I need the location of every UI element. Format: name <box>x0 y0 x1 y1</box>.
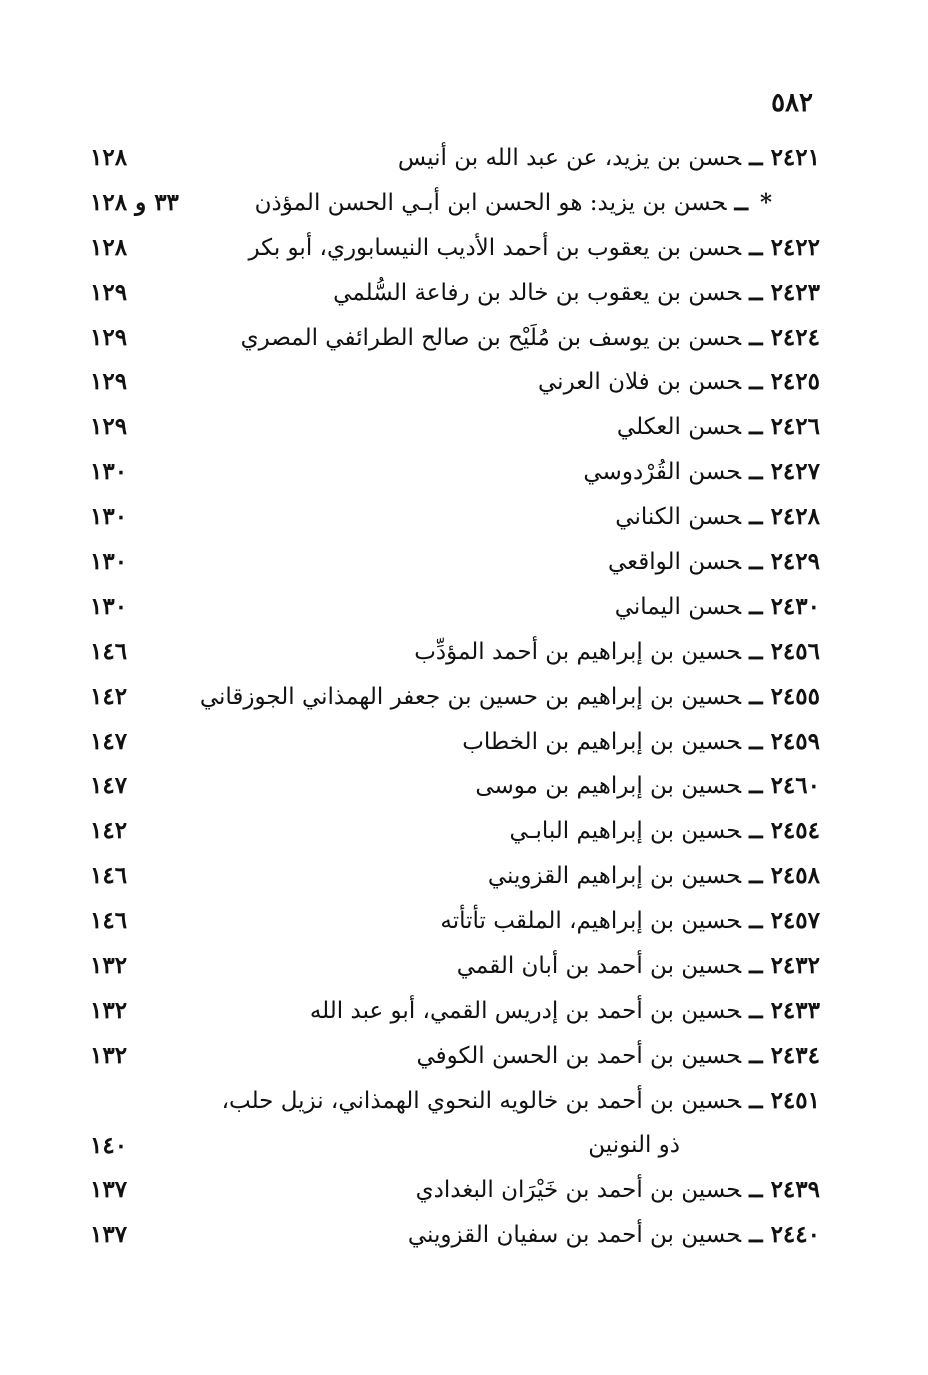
entry-dash: ــ <box>749 1176 763 1204</box>
entry-name: حسين بن إبراهيم بن أحمد المؤدِّب <box>414 638 742 665</box>
entry-text-line <box>615 593 820 620</box>
entry-dash: ــ <box>749 682 763 710</box>
entry-page-ref: ١٣٢ <box>90 952 128 980</box>
entry-number: ٢٤٢٢ <box>770 233 820 261</box>
entry-dash: ــ <box>749 952 763 980</box>
entry-name: حسين بن أحمد بن إدريس القمي، أبو عبد الله <box>309 997 742 1024</box>
entry-page-ref: ١٤٠ <box>90 1131 128 1159</box>
entry-text-line <box>462 728 820 755</box>
entry-name: حسين بن إبراهيم بن حسين بن جعفر الهمذاني الجوزقاني <box>199 683 742 710</box>
entry-dash: ــ <box>749 1221 763 1249</box>
entry-text-line <box>583 458 820 485</box>
index-entry <box>80 544 820 589</box>
entry-page-ref: ١٣٠ <box>90 592 128 620</box>
entry-number: ٢٤٥٩ <box>770 727 820 755</box>
entry-text-line <box>588 1132 820 1158</box>
entry-page-ref: ٣٣ و ١٢٨ <box>90 188 179 216</box>
entry-text-line <box>241 324 820 351</box>
entry-text-line <box>333 279 820 306</box>
entry-number: ٢٤٦٠ <box>770 772 820 800</box>
index-entry <box>80 275 820 320</box>
index-entry <box>80 589 820 634</box>
entry-number: ٢٤٢٧ <box>770 458 820 486</box>
index-entry <box>80 679 820 724</box>
index-entry <box>80 140 820 185</box>
entry-page-ref: ١٤٦ <box>90 862 128 890</box>
entry-page-ref: ١٣٢ <box>90 1041 128 1069</box>
entry-page-ref: ١٣٢ <box>90 996 128 1024</box>
entry-number: ٢٤٥٥ <box>770 682 820 710</box>
index-entry <box>80 499 820 544</box>
entry-name: حسين بن أحمد بن الحسن الكوفي <box>416 1042 742 1069</box>
entry-dash: ــ <box>749 1086 763 1114</box>
entry-number: ٢٤٥٨ <box>770 862 820 890</box>
entry-dash: ــ <box>749 996 763 1024</box>
entry-text-line <box>414 638 820 665</box>
entry-text-line <box>615 503 820 530</box>
entry-page-ref: ١٢٩ <box>90 323 128 351</box>
entry-number: ٢٤٣٠ <box>770 592 820 620</box>
entry-number: ٢٤٥٧ <box>770 907 820 935</box>
index-entry <box>80 364 820 409</box>
entry-text-line <box>510 817 820 844</box>
entry-number: ٢٤٢٨ <box>770 503 820 531</box>
entry-name: حسن العكلي <box>616 414 742 441</box>
entry-text-line <box>398 144 820 171</box>
entry-number: ٢٤٣٢ <box>770 952 820 980</box>
index-entry <box>80 1038 820 1083</box>
index-list <box>80 140 820 1262</box>
entry-text-line <box>488 862 820 889</box>
entry-dash: ــ <box>749 907 763 935</box>
entry-text-line <box>457 952 820 979</box>
index-entry <box>80 903 820 948</box>
entry-dash: ــ <box>749 817 763 845</box>
entry-name: حسن بن فلان العرني <box>538 369 742 396</box>
entry-number: ٢٤٢٩ <box>770 548 820 576</box>
entry-page-ref: ١٣٠ <box>90 503 128 531</box>
entry-name: حسن بن يوسف بن مُلَيْح بن صالح الطرائفي المصري <box>240 324 742 351</box>
index-entry <box>80 993 820 1038</box>
index-entry <box>80 409 820 454</box>
entry-text-line <box>417 1042 821 1069</box>
entry-dash: ــ <box>749 503 763 531</box>
entry-page-ref: ١٢٩ <box>90 413 128 441</box>
entry-number: ٢٤٣٣ <box>770 996 820 1024</box>
entry-page-ref: ١٢٩ <box>90 368 128 396</box>
index-entry <box>80 1128 820 1173</box>
entry-dash: ــ <box>749 233 763 261</box>
entry-dash: ــ <box>749 458 763 486</box>
entry-name: حسين بن أحمد بن خَيْرَان البغدادي <box>415 1177 742 1204</box>
entry-number: ٢٤٢١ <box>770 144 820 171</box>
entry-text-line <box>248 234 820 261</box>
entry-name: حسن القُرْدوسي <box>583 459 742 486</box>
entry-text-line <box>222 1087 820 1114</box>
entry-number: ٢٤٣٤ <box>770 1041 820 1069</box>
entry-name: حسين بن إبراهيم القزويني <box>487 863 742 890</box>
entry-text-line <box>200 683 820 710</box>
entry-name: حسن بن يزيد: هو الحسن ابن أبـي الحسن المؤذن <box>254 189 727 216</box>
entry-dash: ــ <box>749 862 763 890</box>
index-entry <box>80 813 820 858</box>
entry-dash: ــ <box>749 1041 763 1069</box>
entry-text-line <box>617 413 820 440</box>
entry-dash: ــ <box>749 368 763 396</box>
entry-number: ٢٤٥٦ <box>770 637 820 665</box>
entry-number: ٢٤٢٥ <box>770 368 820 396</box>
index-entry <box>80 320 820 365</box>
entry-dash: ــ <box>734 188 748 216</box>
entry-page-ref: ١٤٢ <box>90 682 128 710</box>
entry-text-line <box>475 772 820 799</box>
entry-page-ref: ١٤٦ <box>90 907 128 935</box>
index-entry <box>80 724 820 769</box>
entry-name: حسن بن يعقوب بن خالد بن رفاعة السُّلمي <box>333 279 742 306</box>
entry-dash: ــ <box>749 413 763 441</box>
entry-name: ذو النونين <box>588 1131 680 1158</box>
index-entry <box>80 1083 820 1128</box>
entry-dash: ــ <box>749 323 763 351</box>
entry-dash: ــ <box>749 278 763 306</box>
entry-text-line <box>440 907 820 934</box>
entry-number: ٢٤٢٦ <box>770 413 820 441</box>
entry-number: ٢٤٢٣ <box>770 278 820 306</box>
entry-number: ٢٤٣٩ <box>770 1176 820 1204</box>
entry-name: حسين بن إبراهيم، الملقب تأتأته <box>440 908 742 935</box>
entry-dash: ــ <box>749 144 763 171</box>
entry-page-ref: ١٢٩ <box>90 278 128 306</box>
entry-page-ref: ١٢٨ <box>90 144 128 171</box>
entry-text-line <box>416 1176 820 1203</box>
entry-name: حسين بن إبراهيم بن موسى <box>475 773 742 800</box>
entry-name: حسين بن إبراهيم البابـي <box>509 818 742 845</box>
entry-dash: ــ <box>749 548 763 576</box>
entry-name: حسن بن يزيد، عن عبد الله بن أنيس <box>397 145 742 171</box>
index-entry <box>80 768 820 813</box>
entry-number: ٢٤٢٤ <box>770 323 820 351</box>
entry-dash: ــ <box>749 637 763 665</box>
entry-page-ref: ١٣٧ <box>90 1176 128 1204</box>
index-entry <box>80 185 820 230</box>
entry-name: حسين بن أحمد بن خالويه النحوي الهمذاني، نزيل حلب، <box>221 1087 742 1114</box>
entry-name: حسن الواقعي <box>607 549 742 576</box>
entry-name: حسين بن إبراهيم بن الخطاب <box>462 728 742 755</box>
entry-number: ٢٤٥١ <box>770 1086 820 1114</box>
entry-text-line <box>310 997 820 1024</box>
entry-page-ref: ١٤٦ <box>90 637 128 665</box>
entry-name: حسن الكناني <box>615 504 742 531</box>
entry-number: ٢٤٥٤ <box>770 817 820 845</box>
entry-text-line <box>608 548 820 575</box>
entry-page-ref: ١٣٠ <box>90 548 128 576</box>
entry-page-ref: ١٤٧ <box>90 772 128 800</box>
index-entry <box>80 1217 820 1262</box>
page-number: ٥٨٢ <box>771 88 813 118</box>
entry-page-ref: ١٤٢ <box>90 817 128 845</box>
entry-name: حسن بن يعقوب بن أحمد الأديب النيسابوري، أبو بكر <box>248 234 742 261</box>
index-entry <box>80 1172 820 1217</box>
entry-name: حسين بن أحمد بن سفيان القزويني <box>407 1222 742 1249</box>
star-marker: * <box>759 188 772 216</box>
entry-page-ref: ١٣٠ <box>90 458 128 486</box>
entry-name: حسين بن أحمد بن أبان القمي <box>456 953 742 980</box>
entry-text-line <box>255 189 820 216</box>
entry-dash: ــ <box>749 772 763 800</box>
index-entry <box>80 454 820 499</box>
entry-page-ref: ١٣٧ <box>90 1221 128 1249</box>
entry-name: حسن اليماني <box>614 593 742 620</box>
entry-number: ٢٤٤٠ <box>770 1221 820 1249</box>
entry-page-ref: ١٤٧ <box>90 727 128 755</box>
entry-page-ref: ١٢٨ <box>90 233 128 261</box>
index-entry <box>80 634 820 679</box>
entry-text-line <box>538 368 820 395</box>
entry-dash: ــ <box>749 592 763 620</box>
entry-text-line <box>408 1221 820 1248</box>
entry-dash: ــ <box>749 727 763 755</box>
index-entry <box>80 230 820 275</box>
index-entry <box>80 858 820 903</box>
index-entry <box>80 948 820 993</box>
